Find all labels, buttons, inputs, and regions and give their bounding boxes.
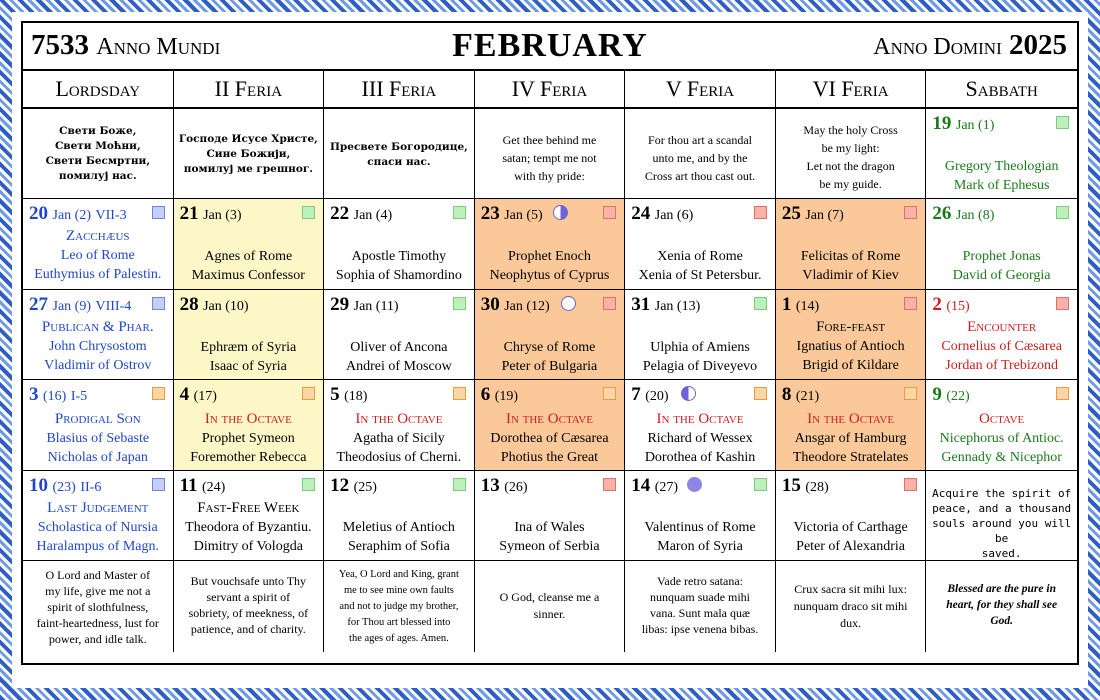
prayer-cell [625, 109, 776, 198]
saint-names: Meletius of Antioch Seraphim of Sofia [342, 520, 455, 554]
day-cell[interactable] [625, 199, 776, 289]
day-number: 7 (20) [631, 384, 669, 405]
prayer-cell [776, 109, 927, 198]
tone-square-icon [302, 478, 315, 491]
saint-names: Oliver of Ancona Andrei of Moscow [346, 340, 452, 374]
day-number: 6 (19) [480, 384, 519, 405]
prayer-cell [174, 109, 325, 198]
day-number: 8 (21) [781, 384, 820, 405]
prayer-cell [324, 109, 475, 198]
month-title: FEBRUARY [452, 27, 648, 64]
saint-names: Prodigal Son Blasius of Sebaste Nicholas of Japan [46, 411, 150, 465]
tone-square-icon [152, 206, 165, 219]
day-number: 20 Jan (2) VII-3 [29, 203, 127, 224]
new-moon-icon [561, 296, 576, 311]
week-row [23, 109, 1077, 199]
tone-square-icon [1056, 387, 1069, 400]
prayer-cell [174, 561, 325, 652]
tone-square-icon [603, 206, 616, 219]
last-quarter-moon-icon [681, 386, 696, 401]
tone-square-icon [754, 478, 767, 491]
ad-year: 2025 [1009, 29, 1067, 61]
prayer-text: Пресвете Богородице, спаси нас. [330, 141, 468, 168]
day-cell[interactable] [174, 199, 325, 289]
tone-square-icon [904, 387, 917, 400]
tone-square-icon [904, 297, 917, 310]
saint-names: Felicitas of Rome Vladimir of Kiev [800, 249, 901, 283]
day-number: 4 (17) [179, 384, 217, 405]
calendar-sheet [21, 21, 1079, 665]
day-number: 22 Jan (4) [330, 203, 393, 224]
day-number: 3 (16) I-5 [29, 384, 88, 405]
day-number: 9 (22) [932, 384, 970, 405]
tone-square-icon [904, 206, 917, 219]
tone-square-icon [603, 478, 616, 491]
day-cell[interactable] [475, 380, 626, 470]
weekday-feria-3: III Feria [324, 71, 475, 107]
day-cell[interactable] [324, 290, 475, 379]
day-number: 12 (25) [330, 475, 377, 496]
day-cell[interactable] [23, 199, 174, 289]
day-number: 27 Jan (9) VIII-4 [29, 294, 132, 315]
saint-names: Gregory Theologian Mark of Ephesus [944, 159, 1059, 193]
day-number: 15 (28) [781, 475, 829, 496]
tone-square-icon [603, 297, 616, 310]
day-number: 1 (14) [781, 294, 820, 315]
day-number: 19 Jan (1) [932, 113, 995, 134]
tone-square-icon [302, 206, 315, 219]
weekday-header-row [23, 71, 1077, 109]
saint-names: Fore-feast Ignatius of Antioch Brigid of Kildare [796, 319, 905, 373]
day-number: 23 Jan (5) [480, 203, 543, 224]
weekday-lordsday: Lordsday [23, 71, 174, 107]
day-cell[interactable] [23, 290, 174, 379]
day-cell[interactable] [23, 471, 174, 560]
saint-names: In the Octave Prophet Symeon Foremother Rebecca [190, 411, 307, 465]
prayer-text: Свети Боже, Свети Моћни, Свети Бесмртни, помилуј нас. [45, 125, 150, 182]
saint-names: Agnes of Rome Maximus Confessor [191, 249, 305, 283]
full-moon-icon [687, 477, 702, 492]
prayer-text: For thou art a scandal unto me, and by the Cross art thou cast out. [644, 133, 756, 183]
saint-names: Chryse of Rome Peter of Bulgaria [501, 340, 598, 374]
tone-square-icon [453, 387, 466, 400]
week-row [23, 380, 1077, 471]
day-number: 10 (23) II-6 [29, 475, 102, 496]
prayer-cell [926, 561, 1077, 652]
day-cell[interactable] [625, 380, 776, 470]
prayer-cell [776, 561, 927, 652]
saint-names: Octave Nicephorus of Antioc. Gennady & Nicephor [939, 411, 1064, 465]
weekday-sabbath: Sabbath [965, 76, 1038, 101]
tone-square-icon [1056, 116, 1069, 129]
prayer-text: Acquire the spirit of peace, and a thousand souls around you will be saved. [932, 487, 1072, 560]
day-cell[interactable] [776, 471, 927, 560]
saint-names: Publican & Phar. John Chrysostom Vladimir of Ostrov [41, 319, 154, 373]
saint-names: Valentinus of Rome Maron of Syria [644, 520, 756, 554]
saint-names: Prophet Jonas David of Georgia [952, 249, 1051, 283]
day-number: 31 Jan (13) [631, 294, 701, 315]
ad-label: Anno Domini [873, 34, 1002, 60]
day-cell[interactable] [324, 199, 475, 289]
prayer-text: May the holy Cross be my light: Let not the dragon be my guide. [803, 123, 898, 191]
first-quarter-moon-icon [553, 205, 568, 220]
day-number: 14 (27) [631, 475, 679, 496]
day-number: 13 (26) [480, 475, 528, 496]
prayer-cell [475, 109, 626, 198]
day-cell[interactable] [174, 471, 325, 560]
saint-names: In the Octave Agatha of Sicily Theodosius of Cherni. [336, 411, 462, 465]
am-label: Anno Mundi [96, 34, 221, 60]
tone-square-icon [904, 478, 917, 491]
prayer-row [23, 561, 1077, 652]
day-cell[interactable] [324, 380, 475, 470]
day-number: 2 (15) [932, 294, 970, 315]
tone-square-icon [453, 478, 466, 491]
tone-square-icon [152, 478, 165, 491]
tone-square-icon [754, 387, 767, 400]
tone-square-icon [754, 206, 767, 219]
day-cell[interactable] [625, 471, 776, 560]
calendar-grid [23, 109, 1077, 652]
day-cell[interactable] [324, 471, 475, 560]
day-number: 11 (24) [179, 475, 226, 496]
tone-square-icon [1056, 206, 1069, 219]
weekday-feria-4: IV Feria [475, 71, 626, 107]
saint-names: Fast-Free Week Theodora of Byzantiu. Dimitry of Vologda [185, 500, 312, 554]
day-number: 30 Jan (12) [480, 294, 550, 315]
prayer-text: Vade retro satana: nunquam suade mihi vana. Sunt mala quæ libas: ipse venena bibas. [641, 574, 759, 636]
prayer-text: Господе Исусе Христе, Сине Божији, помилуј ме грешног. [178, 133, 318, 175]
prayer-text: O God, cleanse me a sinner. [499, 590, 600, 621]
saint-names: Ephræm of Syria Isaac of Syria [200, 340, 297, 374]
am-year: 7533 [31, 29, 89, 61]
saint-names: Victoria of Carthage Peter of Alexandria [793, 520, 908, 554]
prayer-cell [475, 561, 626, 652]
week-row [23, 199, 1077, 290]
day-cell[interactable] [926, 290, 1077, 379]
day-number: 5 (18) [330, 384, 368, 405]
prayer-text: Blessed are the pure in heart, for they shall see God. [946, 583, 1058, 627]
prayer-text: Crux sacra sit mihi lux: nunquam draco sit mihi dux. [793, 582, 908, 630]
saint-names: In the Octave Ansgar of Hamburg Theodore Stratelates [792, 411, 909, 465]
tone-square-icon [1056, 297, 1069, 310]
day-cell[interactable] [174, 290, 325, 379]
day-cell[interactable] [926, 199, 1077, 289]
day-cell[interactable] [475, 471, 626, 560]
tone-square-icon [152, 297, 165, 310]
day-number: 21 Jan (3) [179, 203, 242, 224]
day-number: 26 Jan (8) [932, 203, 995, 224]
prayer-text: Yea, O Lord and King, grant me to see mine own faults and not to judge my brother, for Thou art blessed into the ages of ages. Amen. [338, 569, 459, 644]
saint-names: In the Octave Dorothea of Cæsarea Photius the Great [490, 411, 609, 465]
week-row [23, 290, 1077, 380]
weekday-feria-6: VI Feria [776, 71, 927, 107]
prayer-text: O Lord and Master of my life, give me not a spirit of slothfulness, faint-heartedness, lust for power, and idle talk. [36, 568, 159, 646]
saint-names: Encounter Cornelius of Cæsarea Jordan of Trebizond [941, 319, 1062, 373]
prayer-cell [926, 471, 1077, 560]
tone-square-icon [453, 206, 466, 219]
day-cell[interactable] [776, 199, 927, 289]
tone-square-icon [603, 387, 616, 400]
tone-square-icon [754, 297, 767, 310]
day-number: 28 Jan (10) [179, 294, 249, 315]
tone-square-icon [453, 297, 466, 310]
calendar-header [23, 23, 1077, 71]
prayer-cell [23, 109, 174, 198]
day-cell[interactable] [776, 290, 927, 379]
day-cell[interactable] [776, 380, 927, 470]
weekday-feria-5: V Feria [625, 71, 776, 107]
saint-names: Zacchæus Leo of Rome Euthymius of Palestin. [34, 228, 162, 282]
day-number: 25 Jan (7) [781, 203, 844, 224]
prayer-cell [625, 561, 776, 652]
prayer-cell [324, 561, 475, 652]
week-row [23, 471, 1077, 561]
day-cell[interactable] [475, 199, 626, 289]
day-cell[interactable] [475, 290, 626, 379]
tone-square-icon [302, 387, 315, 400]
saint-names: Prophet Enoch Neophytus of Cyprus [489, 249, 610, 283]
weekday-feria-2: II Feria [174, 71, 325, 107]
saint-names: Apostle Timothy Sophia of Shamordino [335, 249, 462, 283]
day-cell[interactable] [174, 380, 325, 470]
day-cell[interactable] [625, 290, 776, 379]
day-number: 24 Jan (6) [631, 203, 694, 224]
prayer-text: Get thee behind me satan; tempt me not with thy pride: [502, 133, 597, 183]
saint-names: Ina of Wales Symeon of Serbia [499, 520, 600, 554]
tone-square-icon [152, 387, 165, 400]
saint-names: Last Judgement Scholastica of Nursia Haralampus of Magn. [36, 500, 160, 554]
prayer-text: But vouchsafe unto Thy servant a spirit of sobriety, of meekness, of patience, and of charity. [188, 574, 309, 636]
anno-domini [873, 29, 1067, 62]
prayer-cell [23, 561, 174, 652]
day-number: 29 Jan (11) [330, 294, 399, 315]
saint-names: Xenia of Rome Xenia of St Petersbur. [638, 249, 762, 283]
day-cell[interactable] [926, 380, 1077, 470]
saint-names: In the Octave Richard of Wessex Dorothea of Kashin [644, 411, 756, 465]
day-cell[interactable] [23, 380, 174, 470]
day-cell[interactable] [926, 109, 1077, 198]
saint-names: Ulphia of Amiens Pelagia of Diveyevo [642, 340, 758, 374]
